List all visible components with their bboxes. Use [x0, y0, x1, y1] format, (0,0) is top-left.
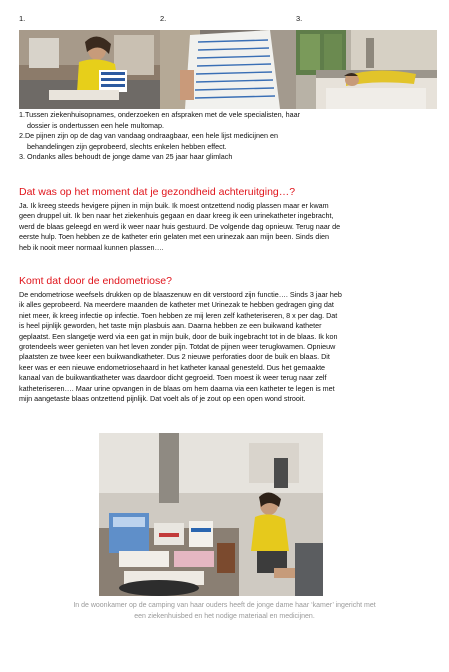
- caption-line: dossier is ondertussen een hele multomap.: [27, 120, 165, 130]
- paragraph-line: niet meer, ik kreeg infectie op infectie. Toen hebben ze mij leren zelf katheteriseren, 8 x per dag. Dat: [19, 310, 338, 320]
- caption-line: 3. Ondanks alles behoudt de jonge dame van 25 jaar haar glimlach: [19, 152, 233, 162]
- caption-line: In de woonkamer op de camping van haar ouders heeft de jonge dame haar ‘kamer’ ingericht met: [73, 602, 376, 609]
- paragraph-line: eerste hulp. Toen hebben ze de katheter erin gelaten met een urinezak aan mijn been. Sinds dien: [19, 232, 329, 242]
- photo-number-3: 3.: [296, 14, 303, 23]
- paragraph-line: katheteriseren…. Maar urine opvangen in de blaas om hem daarna via een katheter te legen is met: [19, 383, 335, 393]
- caption-line: 2.De pijnen zijn op de dag van vandaag ondraagbaar, een hele lijst medicijnen en: [19, 131, 278, 141]
- section-paragraph: [19, 201, 441, 253]
- caption-line: 1.Tussen ziekenhuisopnames, onderzoeken en afspraken met de vele specialisten, haar: [19, 110, 301, 119]
- section-paragraph: [19, 290, 441, 404]
- paragraph-line: heb ik nooit meer normaal kunnen plassen….: [19, 242, 164, 252]
- photo-living-room-supplies: [99, 433, 323, 596]
- paragraph-line: mijn aangetaste blaas ontzettend pijnlijk. Dat voelt als of je zout op een open wond strooit.: [19, 394, 306, 404]
- photo-medical-folder: [160, 30, 296, 109]
- paragraph-line: keer was er een nieuwe endometriosehaard in het katheter kanaal genesteld. Dus het gemaakte: [19, 362, 326, 372]
- section-heading: Komt dat door de endometriose?: [19, 275, 172, 287]
- paragraph-line: plaatsten ze twee keer een buikwandkatheter. Dus 2 nieuwe perforaties door de buik en blaas. Dit: [19, 352, 330, 362]
- photo-caption: [19, 601, 430, 622]
- paragraph-line: grotendeels weer genieten van het leven zonder pijn. Totdat de pijnen weer terugkwamen. Opnieuw: [19, 342, 336, 352]
- paragraph-line: Ja. Ik kreeg steeds hevigere pijnen in mijn buik. Ik moest ontzettend nodig plassen maar er kwam: [19, 201, 329, 210]
- paragraph-line: is heel pijnlijk geworden, het taste mijn plasbuis aan. Daarna hebben ze een buikwand katheter: [19, 321, 322, 331]
- paragraph-line: kanaal van de buikwantkatheter was daardoor dicht gegroeid. Toen moest ik weer terug naar zelf: [19, 373, 327, 383]
- paragraph-line: geen druppel uit. Ik ben naar het ziekenhuis gegaan en daar kreeg ik een urinekatheter ingebracht,: [19, 211, 334, 221]
- photo-woman-with-folder: [19, 30, 160, 109]
- photo-woman-in-bed: [296, 30, 437, 109]
- paragraph-line: werd de blaas geleegd en werd ik weer naar huis gestuurd. De volgende dag opnieuw. Terug naar de: [19, 221, 341, 231]
- paragraph-line: geplaatst. Een slangetje werd via een gat in mijn buik, door de buik ingebracht tot in de blaas. Ik kon: [19, 331, 338, 341]
- paragraph-line: ik alles geprobeerd. Na meerdere maanden de katheter met Urinezak te hebben gedragen ging dat: [19, 300, 334, 310]
- caption-line: een ziekenhuisbed en het nodige materiaal en medicijnen.: [134, 612, 315, 620]
- paragraph-line: De endometriose weefsels drukken op de blaaszenuw en dit verstoord zijn functie…. Sinds 3 jaar heb: [19, 290, 342, 299]
- caption-line: behandelingen zijn geprobeerd, slechts enkelen hebben effect.: [27, 141, 227, 151]
- section-heading: Dat was op het moment dat je gezondheid achteruitging…?: [19, 186, 296, 198]
- photo-captions: [19, 110, 439, 163]
- photo-number-2: 2.: [160, 14, 167, 23]
- photo-number-1: 1.: [19, 14, 26, 23]
